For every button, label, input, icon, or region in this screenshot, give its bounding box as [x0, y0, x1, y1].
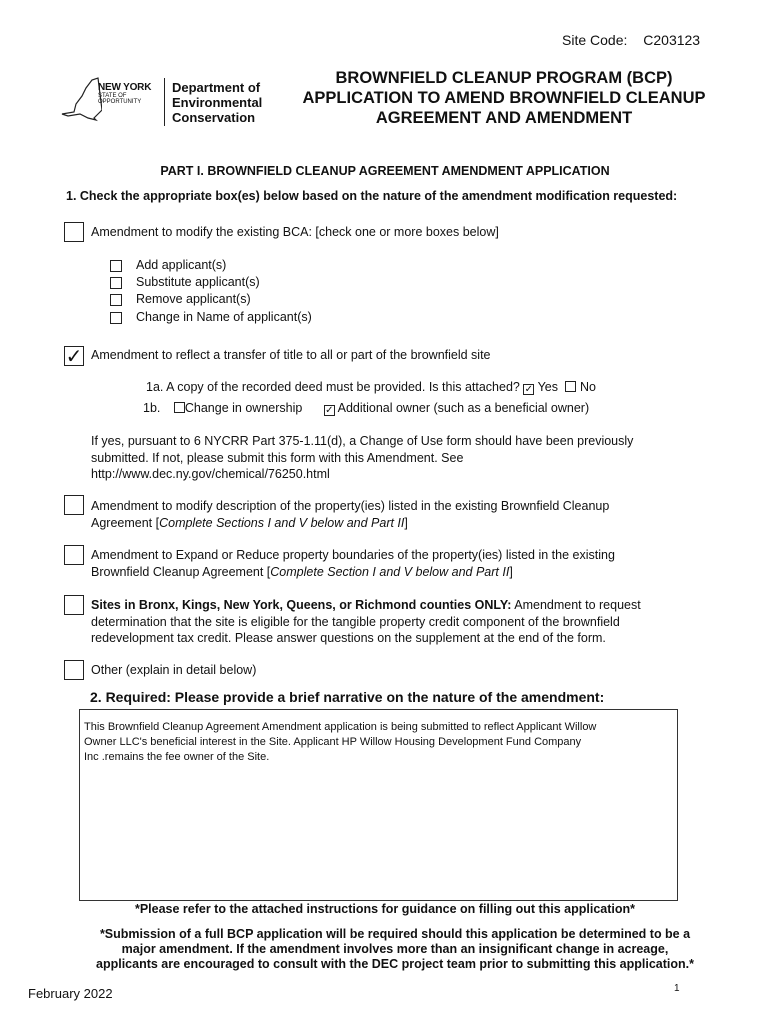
narrative-textarea[interactable]	[79, 709, 678, 901]
full-note-line3: applicants are encouraged to consult with the DEC project team prior to submitting this application.*	[96, 957, 694, 971]
logo-state-name: NEW YORK	[98, 82, 152, 93]
sub-option-add	[110, 258, 227, 272]
change-ownership-checkbox[interactable]	[174, 402, 185, 413]
cou-line1: If yes, pursuant to 6 NYCRR Part 375-1.11(d), a Change of Use form should have been previously	[91, 434, 634, 448]
expand-reduce-line2c: ]	[509, 564, 513, 579]
modify-description-line1: Amendment to modify description of the property(ies) listed in the existing Brownfield Cleanup	[91, 499, 610, 513]
form-title	[282, 68, 726, 128]
logo-department	[172, 80, 262, 125]
instructions-note: *Please refer to the attached instructions for guidance on filling out this application*	[134, 902, 636, 916]
full-note-line1: *Submission of a full BCP application will be required should this application be determined to be a	[99, 927, 691, 941]
logo-dept-line3: Conservation	[172, 110, 256, 125]
tangible-credit-label	[91, 597, 641, 647]
logo-state-sub	[98, 93, 141, 105]
narrative-line1: This Brownfield Cleanup Agreement Amendment application is being submitted to reflect Applicant Willow	[84, 721, 597, 733]
question-1b-text: 1b.	[143, 401, 161, 415]
change-name-label: Change in Name of applicant(s)	[136, 310, 312, 324]
tangible-credit-line1	[91, 597, 641, 614]
question-1b	[143, 400, 589, 417]
modify-description-line2c: ]	[404, 515, 408, 530]
cou-link[interactable]: http://www.dec.ny.gov/chemical/76250.html	[91, 467, 330, 481]
change-ownership-label: Change in ownership	[184, 401, 303, 415]
add-applicant-label: Add applicant(s)	[136, 258, 227, 272]
expand-reduce-line2	[91, 564, 615, 581]
remove-applicant-label: Remove applicant(s)	[136, 292, 251, 306]
cou-line2: submitted. If not, please submit this form with this Amendment. See	[91, 450, 464, 465]
question-2: 2. Required: Please provide a brief narrative on the nature of the amendment:	[90, 689, 605, 705]
modify-bca-label: Amendment to modify the existing BCA: [check one or more boxes below]	[91, 225, 499, 239]
nys-dec-logo	[58, 74, 268, 128]
additional-owner-label: Additional owner (such as a beneficial owner)	[337, 401, 590, 415]
transfer-title-label: Amendment to reflect a transfer of title to all or part of the brownfield site	[91, 348, 491, 362]
sub-option-change-name	[110, 310, 312, 324]
transfer-title-checkbox[interactable]	[64, 346, 84, 366]
modify-description-label	[91, 498, 609, 531]
expand-reduce-line1: Amendment to Expand or Reduce property boundaries of the property(ies) listed in the existing	[91, 548, 615, 562]
logo-dept-line2: Environmental	[172, 95, 263, 110]
checkmark-icon: ✓	[65, 346, 83, 368]
additional-owner-checkbox[interactable]: ✓	[325, 405, 334, 416]
question-1a-text: 1a. A copy of the recorded deed must be provided. Is this attached?	[146, 380, 520, 394]
substitute-applicant-checkbox[interactable]	[110, 277, 122, 289]
page-number: 1	[674, 983, 680, 994]
tangible-credit-bold: Sites in Bronx, Kings, New York, Queens, or Richmond counties ONLY:	[91, 598, 512, 612]
tangible-credit-checkbox[interactable]	[64, 595, 84, 615]
expand-reduce-line2b: Complete Section I and V below and Part II	[270, 564, 510, 579]
tangible-credit-line2: determination that the site is eligible for the tangible property credit component of the brownfield	[91, 614, 620, 629]
title-line2: APPLICATION TO AMEND BROWNFIELD CLEANUP	[302, 89, 706, 107]
deed-no-label: No	[579, 380, 596, 394]
site-code	[562, 32, 700, 48]
expand-reduce-line2a: Brownfield Cleanup Agreement [	[91, 564, 271, 579]
footer-date: February 2022	[28, 986, 113, 1001]
modify-description-checkbox[interactable]	[64, 495, 84, 515]
other-label: Other (explain in detail below)	[91, 663, 257, 677]
substitute-applicant-label: Substitute applicant(s)	[136, 275, 260, 289]
question-1a	[146, 379, 596, 396]
question-1: 1. Check the appropriate box(es) below based on the nature of the amendment modification requested:	[66, 189, 678, 203]
part1-heading: PART I. BROWNFIELD CLEANUP AGREEMENT AMENDMENT APPLICATION	[160, 164, 610, 178]
full-note-line2: major amendment. If the amendment involves more than an insignificant change in acreage,	[121, 942, 669, 956]
deed-no-checkbox[interactable]	[565, 381, 576, 392]
expand-reduce-checkbox[interactable]	[64, 545, 84, 565]
logo-divider	[164, 78, 165, 126]
deed-yes-label: Yes	[537, 380, 558, 394]
add-applicant-checkbox[interactable]	[110, 260, 122, 272]
narrative-text	[80, 710, 677, 765]
change-of-use-note	[91, 433, 633, 483]
change-name-checkbox[interactable]	[110, 312, 122, 324]
narrative-line3: Inc .remains the fee owner of the Site.	[84, 751, 270, 763]
tangible-credit-rest: Amendment to request	[511, 598, 641, 612]
tangible-credit-line3: redevelopment tax credit. Please answer questions on the supplement at the end of the form.	[91, 631, 606, 645]
modify-description-line2	[91, 515, 609, 532]
new-york-state-outline-icon	[58, 74, 102, 124]
modify-description-line2b: Complete Sections I and V below and Part II	[159, 515, 405, 530]
narrative-line2: Owner LLC's beneficial interest in the Site. Applicant HP Willow Housing Development Fund Company	[84, 736, 582, 748]
modify-bca-checkbox[interactable]	[64, 222, 84, 242]
sub-option-substitute	[110, 275, 260, 289]
modify-description-line2a: Agreement [	[91, 515, 160, 530]
logo-dept-line1: Department of	[172, 80, 261, 95]
sub-option-remove	[110, 292, 251, 306]
site-code-value: C203123	[643, 32, 701, 48]
deed-yes-checkbox[interactable]: ✓	[524, 384, 534, 395]
remove-applicant-checkbox[interactable]	[110, 294, 122, 306]
full-application-note	[55, 927, 735, 972]
site-code-label: Site Code:	[562, 32, 628, 48]
title-line3: AGREEMENT AND AMENDMENT	[375, 109, 633, 127]
title-line1: BROWNFIELD CLEANUP PROGRAM (BCP)	[335, 69, 673, 87]
logo-state-sub1: STATE OF	[98, 93, 127, 99]
expand-reduce-label	[91, 547, 615, 580]
logo-state-sub2: OPPORTUNITY	[98, 99, 142, 105]
other-checkbox[interactable]	[64, 660, 84, 680]
